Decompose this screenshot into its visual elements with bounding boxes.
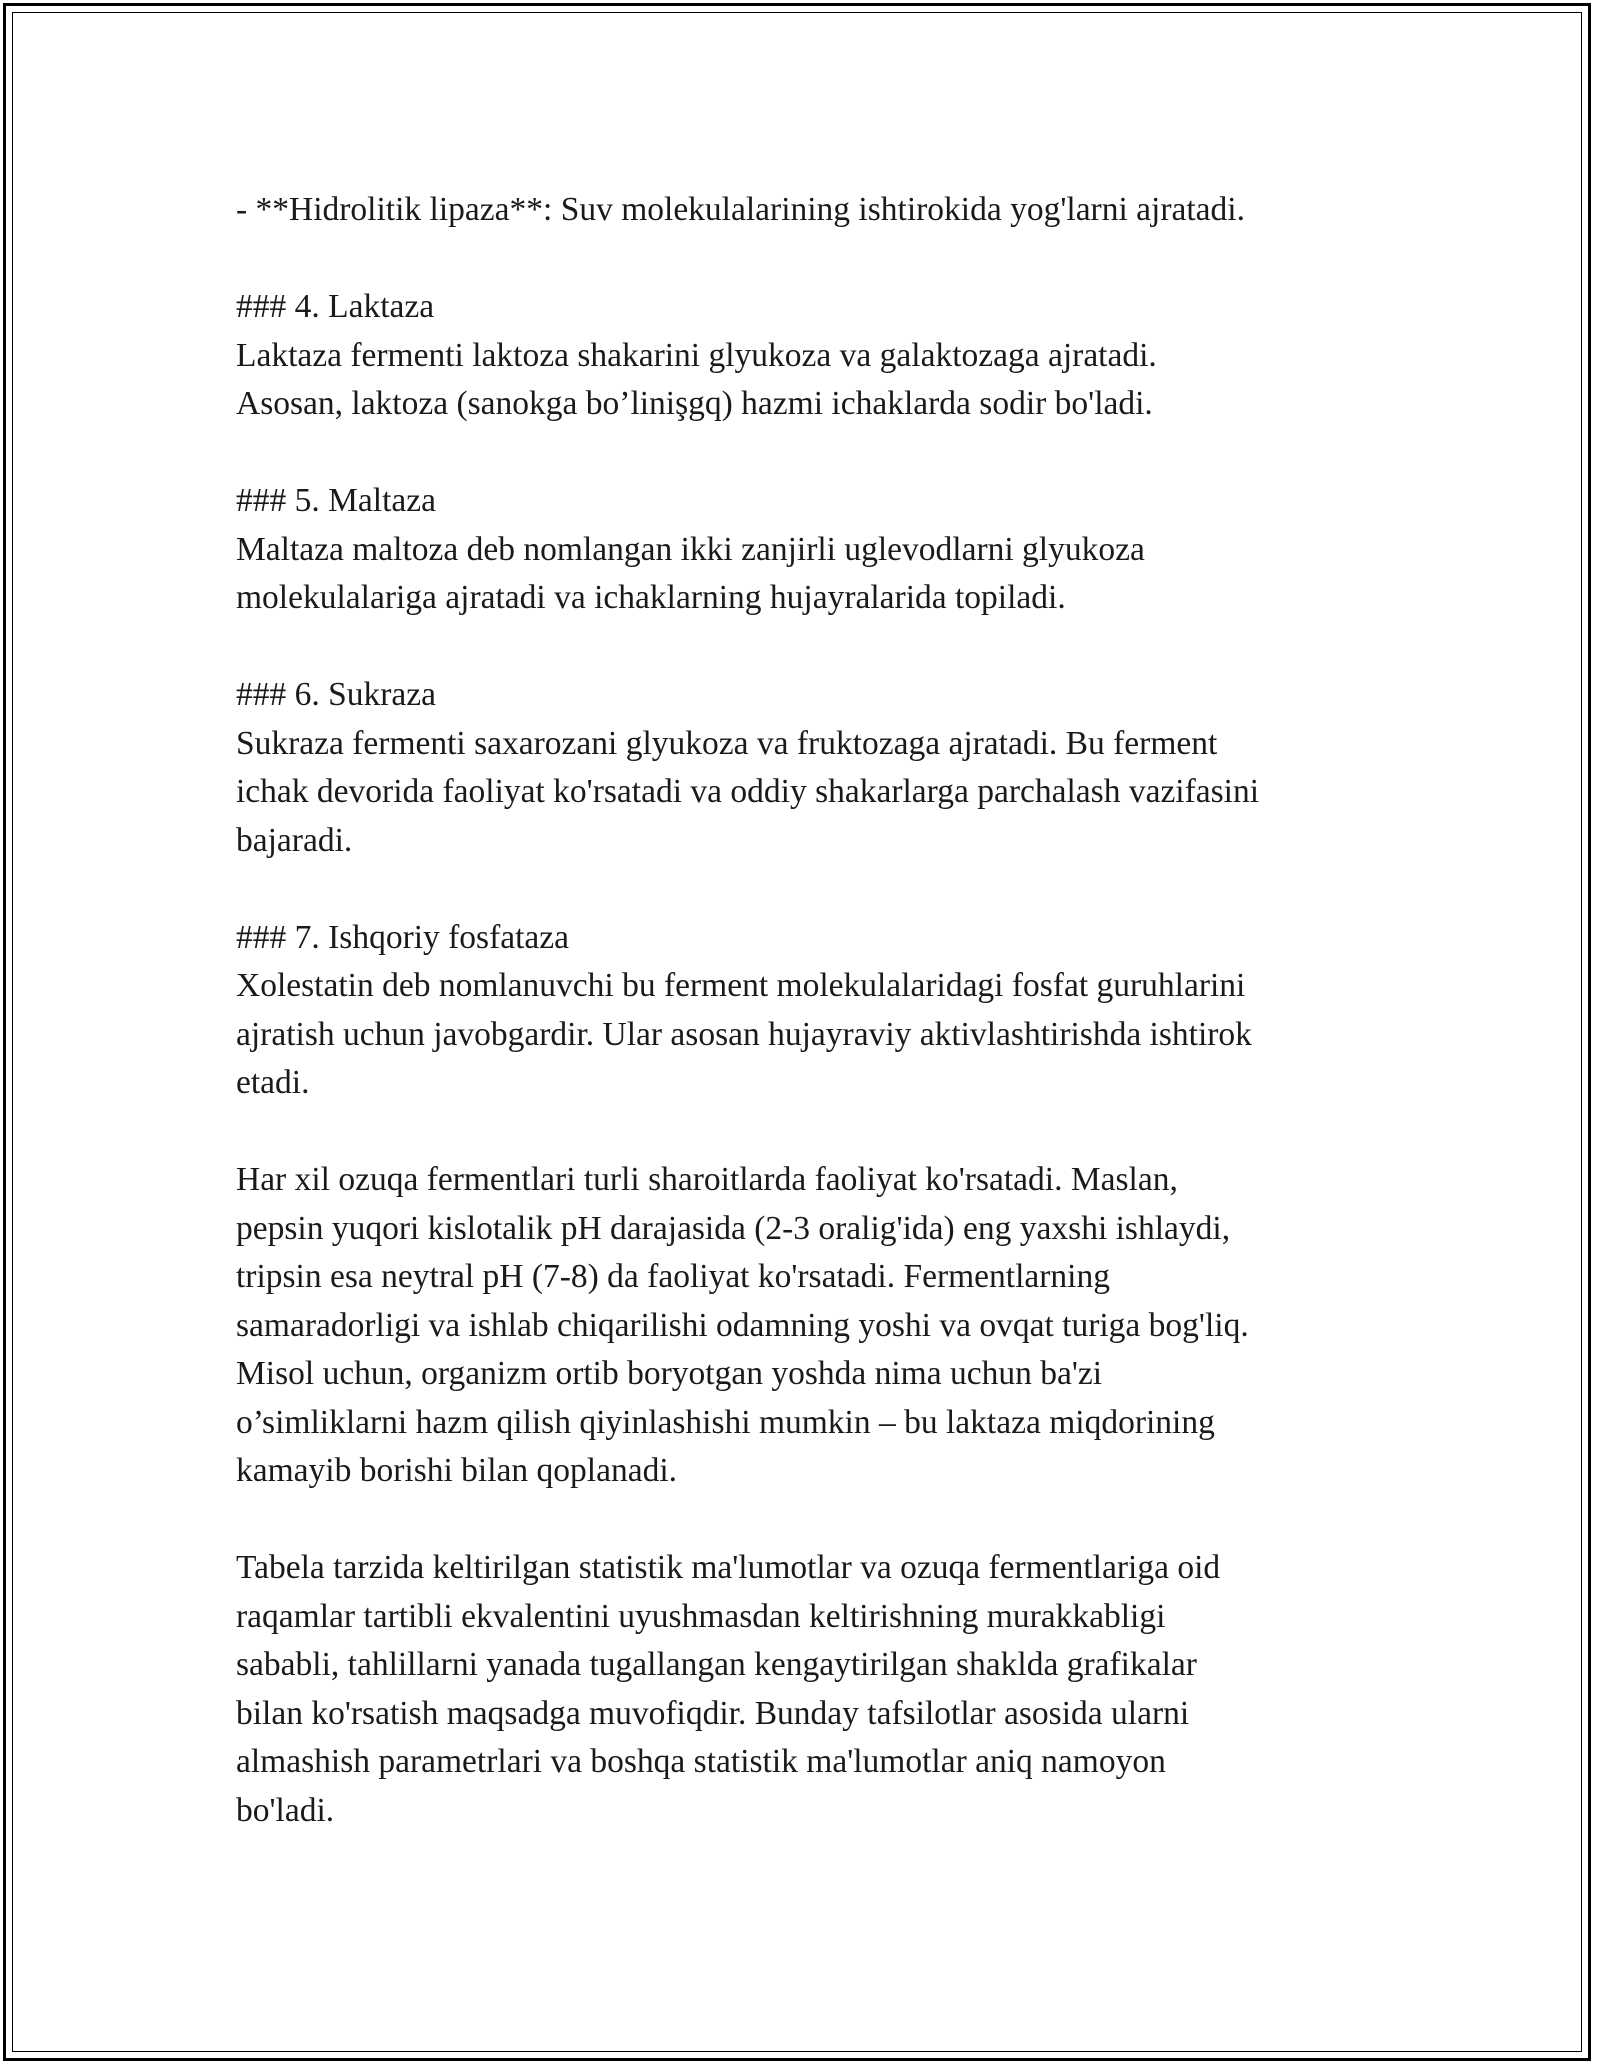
text-line: bajaradi.: [236, 821, 353, 859]
paragraph-ferment-sharoitlari: [236, 1156, 1376, 1496]
text-line: kamayib borishi bilan qoplanadi.: [236, 1452, 677, 1489]
text-line: Asosan, laktoza (sanokga bo’linişgq) hazmi ichaklarda sodir bo'ladi.: [236, 385, 1153, 422]
text-line: - **Hidrolitik lipaza**: Suv molekulalarining ishtirokida yog'larni ajratadi.: [236, 191, 1245, 228]
section-maltaza: [236, 477, 1376, 623]
text-line: molekulalariga ajratadi va ichaklarning hujayralarida topiladi.: [236, 579, 1066, 616]
text-line: sababli, tahlillarni yanada tugallangan kengaytirilgan shaklda grafikalar: [236, 1646, 1197, 1683]
text-line: Xolestatin deb nomlanuvchi bu ferment molekulalaridagi fosfat guruhlarini: [236, 967, 1246, 1004]
text-line: o’simliklarni hazm qilish qiyinlashishi mumkin – bu laktaza miqdorining: [236, 1403, 1215, 1441]
section-heading: ### 4. Laktaza: [236, 288, 435, 325]
text-line: Tabela tarzida keltirilgan statistik ma'lumotlar va ozuqa fermentlariga oid: [236, 1549, 1221, 1586]
text-line: tripsin esa neytral pH (7-8) da faoliyat ko'rsatadi. Fermentlarning: [236, 1258, 1110, 1295]
text-line: ajratish uchun javobgardir. Ular asosan hujayraviy aktivlashtirishda ishtirok: [236, 1015, 1252, 1053]
text-line: Maltaza maltoza deb nomlangan ikki zanjirli uglevodlarni glyukoza: [236, 530, 1145, 568]
text-line: raqamlar tartibli ekvalentini uyushmasdan keltirishning murakkabligi: [236, 1597, 1166, 1635]
document-body: [236, 186, 1376, 1884]
section-heading: ### 7. Ishqoriy fosfataza: [236, 918, 570, 956]
paragraph-statistik-malumotlar: [236, 1544, 1376, 1835]
paragraph-hidrolitik-lipaza: [236, 186, 1376, 235]
section-laktaza: [236, 283, 1376, 429]
text-line: etadi.: [236, 1064, 310, 1101]
section-sukraza: [236, 671, 1376, 865]
section-ishqoriy-fosfataza: [236, 914, 1376, 1108]
section-heading: ### 6. Sukraza: [236, 676, 437, 713]
text-line: bilan ko'rsatish maqsadga muvofiqdir. Bunday tafsilotlar asosida ularni: [236, 1694, 1190, 1732]
text-line: pepsin yuqori kislotalik pH darajasida (2-3 oralig'ida) eng yaxshi ishlaydi,: [236, 1209, 1231, 1247]
section-heading: ### 5. Maltaza: [236, 482, 437, 519]
text-line: bo'ladi.: [236, 1791, 335, 1829]
text-line: Laktaza fermenti laktoza shakarini glyukoza va galaktozaga ajratadi.: [236, 336, 1157, 374]
text-line: samaradorligi va ishlab chiqarilishi odamning yoshi va ovqat turiga bog'liq.: [236, 1306, 1249, 1344]
text-line: Sukraza fermenti saxarozani glyukoza va fruktozaga ajratadi. Bu ferment: [236, 724, 1218, 762]
text-line: Misol uchun, organizm ortib boryotgan yoshda nima uchun ba'zi: [236, 1355, 1103, 1392]
text-line: almashish parametrlari va boshqa statistik ma'lumotlar aniq namoyon: [236, 1743, 1166, 1780]
text-line: ichak devorida faoliyat ko'rsatadi va oddiy shakarlarga parchalash vazifasini: [236, 773, 1260, 810]
text-line: Har xil ozuqa fermentlari turli sharoitlarda faoliyat ko'rsatadi. Maslan,: [236, 1161, 1178, 1198]
